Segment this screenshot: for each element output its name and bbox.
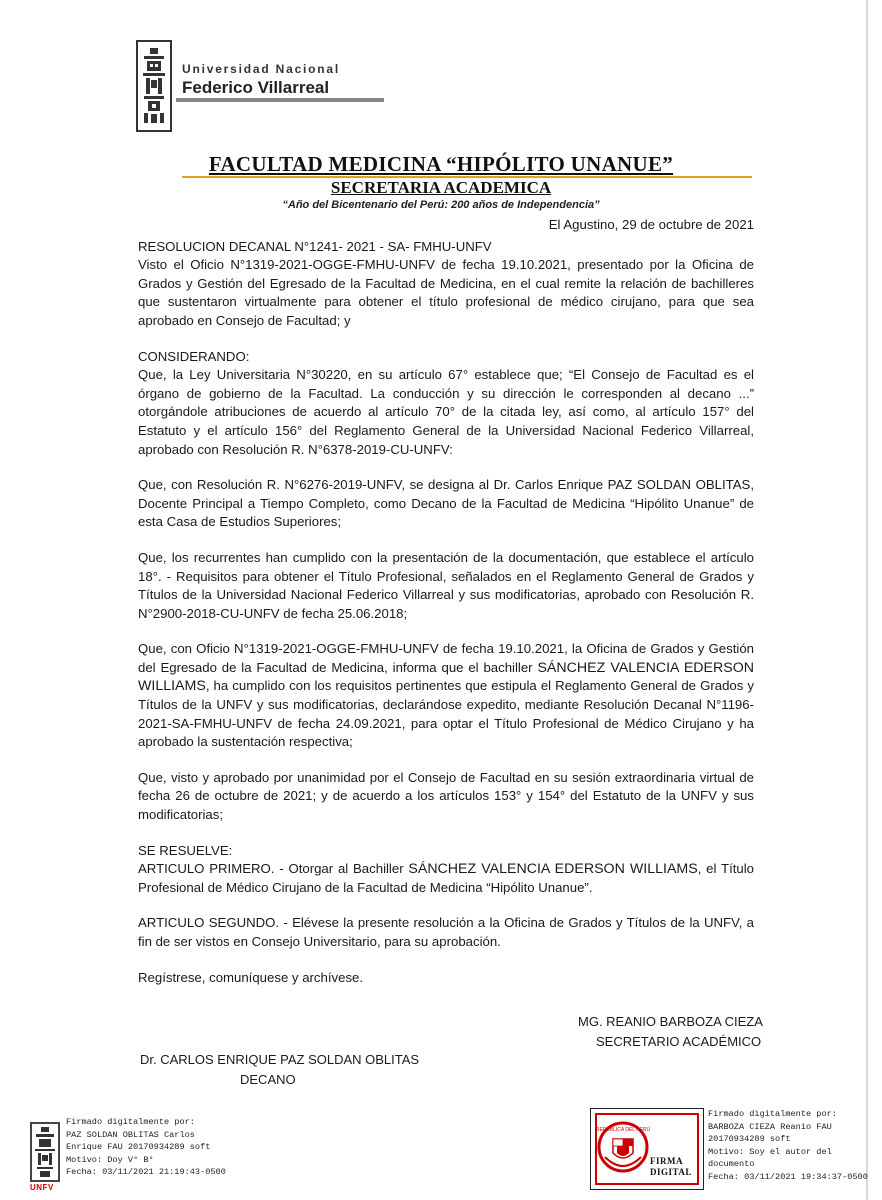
- paragraph-considerando-1: Que, la Ley Universitaria N°30220, en su artículo 67° establece que; “El Consejo de Facultad es el órgano de gobierno de la Facultad. La conducción y su dirección le corresponden al decano ...” otorgándole atribuciones de acuerdo al artículo 70° de la citada ley, así como, al artículo 157° del Estatuto y el artículo 156° del Reglamento General de la Universidad Nacional Federico Villarreal, aprobado con Resolución R. N°6378-2019-CU-UNFV:: [138, 367, 754, 457]
- ds-left-line: Motivo: Doy V° B°: [66, 1154, 154, 1165]
- paragraph-considerando-3: Que, los recurrentes han cumplido con la presentación de la documentación, que establece el artículo 18°. - Requisitos para obtener el Título Profesional, señalados en el Reglamento General de Grados y Títulos de la Universidad Nacional Federico Villarreal y sus modificatorias, aprobado con Resolución R. N°2900-2018-CU-UNFV de fecha 25.06.2018;: [138, 549, 754, 621]
- paragraph-considerando-4: [138, 640, 754, 752]
- university-logo: [136, 40, 172, 132]
- document-body: [138, 216, 754, 987]
- ds-left-line: Fecha: 03/11/2021 21:19:43-0500: [66, 1167, 226, 1177]
- digital-signature-left: [66, 1116, 226, 1179]
- c4-text-b: , ha cumplido con los requisitos pertinentes que estipula el Reglamento General de Grados y Títulos de la UNFV y sus modificatorias, declarándose expedito, mediante Resolución Decanal N°1196-2021-SA-FMHU-UNFV de fecha 24.09.2021, para optar el Título Profesional de Médico Cirujano y ha aprobado la sustentación respectiva;: [138, 678, 754, 750]
- ds-right-line: Firmado digitalmente por:: [708, 1109, 837, 1119]
- ds-left-line: Enrique FAU 20170934289 soft: [66, 1142, 211, 1152]
- secretary-name: MG. REANIO BARBOZA CIEZA: [578, 1014, 763, 1029]
- paragraph-considerando-5: Que, visto y aprobado por unanimidad por el Consejo de Facultad en su sesión extraordinaria virtual de fecha 26 de octubre de 2021; y de acuerdo a los artículos 153° y 154° del Estatuto de la UNFV y sus modificatorias;: [138, 769, 754, 823]
- considerando-heading: CONSIDERANDO:: [138, 348, 250, 364]
- university-name-line1: Universidad Nacional: [182, 62, 341, 76]
- paragraph-considerando-2: Que, con Resolución R. N°6276-2019-UNFV, se designa al Dr. Carlos Enrique PAZ SOLDAN OBLITAS, Docente Principal a Tiempo Completo, como Decano de la Facultad de Medicina “Hipólito Unanue” de esta Casa de Estudios Superiores;: [138, 477, 754, 530]
- ds-right-line: 20170934289 soft: [708, 1134, 791, 1144]
- ds-left-line: PAZ SOLDAN OBLITAS Carlos: [66, 1129, 195, 1140]
- article-primero: [138, 860, 754, 897]
- c4-text-a: Que, con Oficio N°1319-2021-OGGE-FMHU-UNFV de fecha 19.10.2021, la Oficina de Grados y Gestión del Egresado de la Facultad de Medicina, informa que el bachiller: [138, 641, 754, 675]
- secretary-signature: [578, 1012, 763, 1052]
- art1-bachiller-name: SÁNCHEZ VALENCIA EDERSON WILLIAMS: [408, 861, 698, 878]
- unfv-logo: [30, 1122, 60, 1182]
- university-underline: [176, 98, 384, 102]
- dean-name: Dr. CARLOS ENRIQUE PAZ SOLDAN OBLITAS: [140, 1052, 420, 1067]
- paragraph-visto: Visto el Oficio N°1319-2021-OGGE-FMHU-UNFV de fecha 19.10.2021, presentado por la Oficina de Grados y Gestión del Egresado de la Facultad de Medicina, en el cual remite la relación de bachilleres que sustentaron virtualmente para obtener el título profesional de médico cirujano, para que sea aprobado en Consejo de Facultad; y: [138, 257, 754, 328]
- dean-signature: [140, 1050, 419, 1090]
- ds-left-line: Firmado digitalmente por:: [66, 1117, 195, 1127]
- ds-right-line: Motivo: Soy el autor del: [708, 1146, 832, 1157]
- unfv-crest-icon: [32, 1124, 58, 1180]
- ds-right-line: BARBOZA CIEZA Reanio FAU: [708, 1121, 832, 1132]
- closing-line: Regístrese, comuníquese y archívese.: [138, 969, 364, 985]
- university-name-line2: Federico Villarreal: [182, 78, 330, 97]
- secretary-role: SECRETARIO ACADÉMICO: [596, 1034, 762, 1049]
- dean-role: DECANO: [240, 1072, 296, 1087]
- seal-label-digital: DIGITAL: [650, 1167, 692, 1177]
- faculty-title: FACULTAD MEDICINA “HIPÓLITO UNANUE”: [208, 152, 674, 176]
- ds-right-line: Fecha: 03/11/2021 19:34:37-0500: [708, 1171, 868, 1182]
- university-crest-icon: [138, 42, 170, 130]
- secretary-title: SECRETARIA ACADEMICA: [330, 178, 552, 197]
- art1-text-a: ARTICULO PRIMERO. - Otorgar al Bachiller: [138, 861, 409, 877]
- digital-signature-right: [708, 1108, 878, 1183]
- unfv-logo-text: UNFV: [30, 1183, 54, 1192]
- bachiller-name: SÁNCHEZ VALENCIA EDERSON WILLIAMS: [138, 659, 754, 695]
- resuelve-heading: SE RESUELVE:: [138, 842, 233, 858]
- art1-text-b: , el Título Profesional de Médico Cirujano de la Facultad de Medicina “Hipólito Unanue”.: [138, 861, 754, 895]
- seal-top-text: REPÚBLICA DEL PERÚ: [595, 1127, 651, 1133]
- ds-right-line: documento: [708, 1159, 755, 1169]
- resolution-title: RESOLUCION DECANAL N°1241- 2021 - SA- FMHU-UNFV: [138, 238, 492, 254]
- article-segundo: ARTICULO SEGUNDO. - Elévese la presente resolución a la Oficina de Grados y Títulos de la UNFV, a fin de ser vistos en Consejo Universitario, para su aprobación.: [138, 915, 754, 949]
- seal-label: [650, 1156, 692, 1178]
- seal-label-firma: FIRMA: [650, 1156, 683, 1166]
- year-motto: “Año del Bicentenario del Perú: 200 años de Independencia”: [282, 199, 600, 211]
- date-line: El Agustino, 29 de octubre de 2021: [548, 217, 754, 232]
